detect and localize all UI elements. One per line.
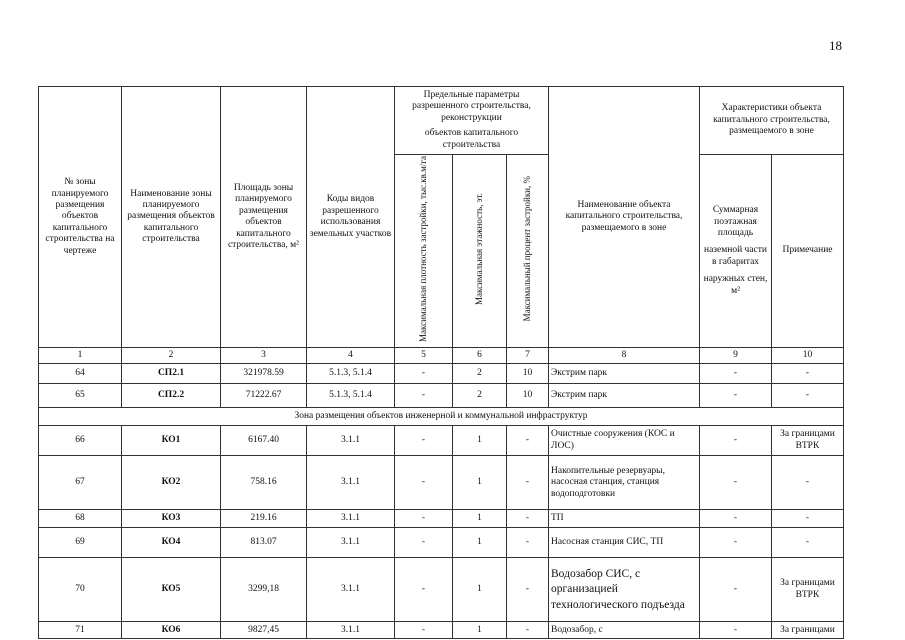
cell-object: Очистные сооружения (КОС и ЛОС): [549, 426, 700, 456]
cell-percent: -: [507, 456, 549, 510]
cell-density: -: [395, 510, 453, 528]
header-max-percent-text: Максимальный процент застройки, %: [522, 176, 533, 322]
cell-codes: 3.1.1: [307, 528, 395, 558]
cell-area: 6167.40: [221, 426, 307, 456]
cell-zone-name: КО6: [122, 622, 221, 639]
cell-zone-name: СП2.1: [122, 364, 221, 384]
column-number: 10: [772, 348, 844, 364]
table-row: [39, 558, 844, 622]
cell-density: -: [395, 364, 453, 384]
cell-floor-area: -: [700, 364, 772, 384]
column-number: 4: [307, 348, 395, 364]
table-row: [39, 622, 844, 639]
cell-codes: 5.1.3, 5.1.4: [307, 364, 395, 384]
cell-density: -: [395, 528, 453, 558]
cell-floors: 1: [453, 510, 507, 528]
column-number: 6: [453, 348, 507, 364]
cell-floors: 1: [453, 622, 507, 639]
cell-codes: 3.1.1: [307, 456, 395, 510]
cell-floor-area: -: [700, 510, 772, 528]
cell-object: Водозабор, с: [549, 622, 700, 639]
column-number: 2: [122, 348, 221, 364]
zones-table: [38, 86, 844, 639]
table-row: [39, 528, 844, 558]
header-zone-number: № зоны планируемого размещения объектов капитального строительства на чертеже: [39, 87, 122, 348]
cell-number: 69: [39, 528, 122, 558]
cell-number: 70: [39, 558, 122, 622]
zone-section-title: Зона размещения объектов инженерной и коммунальной инфраструктур: [39, 408, 844, 426]
cell-zone-name: КО1: [122, 426, 221, 456]
header-characteristics: Характеристики объекта капитального строительства, размещаемого в зоне: [700, 87, 844, 155]
cell-number: 64: [39, 364, 122, 384]
cell-percent: -: [507, 622, 549, 639]
cell-codes: 3.1.1: [307, 426, 395, 456]
table-row: [39, 426, 844, 456]
cell-note: За границами ВТРК: [772, 558, 844, 622]
cell-floor-area: -: [700, 528, 772, 558]
cell-density: -: [395, 456, 453, 510]
cell-zone-name: СП2.2: [122, 384, 221, 408]
header-zone-area: Площадь зоны планируемого размещения объектов капитального строительства, м²: [221, 87, 307, 348]
header-zone-name: Наименование зоны планируемого размещения объектов капитального строительства: [122, 87, 221, 348]
cell-floors: 1: [453, 426, 507, 456]
column-number: 9: [700, 348, 772, 364]
cell-note: -: [772, 364, 844, 384]
cell-number: 71: [39, 622, 122, 639]
header-object-name: Наименование объекта капитального строительства, размещаемого в зоне: [549, 87, 700, 348]
cell-density: -: [395, 558, 453, 622]
cell-note: За границами ВТРК: [772, 426, 844, 456]
cell-number: 67: [39, 456, 122, 510]
cell-floor-area: -: [700, 456, 772, 510]
cell-floors: 1: [453, 456, 507, 510]
header-floor-area-line1: Суммарная поэтажная площадь: [712, 205, 759, 239]
header-note: Примечание: [772, 155, 844, 348]
cell-area: 9827,45: [221, 622, 307, 639]
table-row: [39, 456, 844, 510]
header-limits-line2: объектов капитального строительства: [424, 128, 519, 150]
page-number: 18: [829, 38, 842, 53]
cell-object: Накопительные резервуары, насосная станция, станция водоподготовки: [549, 456, 700, 510]
zone-section-row: [39, 408, 844, 426]
cell-floors: 1: [453, 558, 507, 622]
cell-note: -: [772, 384, 844, 408]
table-row: [39, 364, 844, 384]
cell-floor-area: -: [700, 558, 772, 622]
header-limits-group: [395, 87, 549, 155]
cell-number: 65: [39, 384, 122, 408]
cell-codes: 3.1.1: [307, 622, 395, 639]
column-number: 7: [507, 348, 549, 364]
column-number: 8: [549, 348, 700, 364]
cell-zone-name: КО5: [122, 558, 221, 622]
cell-floors: 1: [453, 528, 507, 558]
cell-percent: -: [507, 426, 549, 456]
cell-density: -: [395, 622, 453, 639]
cell-object: Экстрим парк: [549, 384, 700, 408]
cell-floor-area: -: [700, 426, 772, 456]
header-use-codes: Коды видов разрешенного использования земельных участков: [307, 87, 395, 348]
cell-floors: 2: [453, 384, 507, 408]
cell-number: 66: [39, 426, 122, 456]
cell-note: -: [772, 456, 844, 510]
table-row: [39, 510, 844, 528]
cell-object: Насосная станция СИС, ТП: [549, 528, 700, 558]
cell-area: 813.07: [221, 528, 307, 558]
header-max-floors-text: Максимальная этажность, эт.: [474, 192, 485, 305]
cell-area: 71222.67: [221, 384, 307, 408]
cell-note: За границами: [772, 622, 844, 639]
cell-zone-name: КО3: [122, 510, 221, 528]
cell-area: 758.16: [221, 456, 307, 510]
cell-number: 68: [39, 510, 122, 528]
cell-percent: 10: [507, 364, 549, 384]
cell-percent: 10: [507, 384, 549, 408]
column-number: 3: [221, 348, 307, 364]
cell-density: -: [395, 426, 453, 456]
cell-floor-area: -: [700, 384, 772, 408]
header-max-percent: [507, 155, 549, 348]
column-number-row: [39, 348, 844, 364]
cell-area: 219.16: [221, 510, 307, 528]
header-floor-area: [700, 155, 772, 348]
cell-floors: 2: [453, 364, 507, 384]
cell-percent: -: [507, 558, 549, 622]
cell-density: -: [395, 384, 453, 408]
cell-floor-area: -: [700, 622, 772, 639]
cell-object: ТП: [549, 510, 700, 528]
cell-note: -: [772, 528, 844, 558]
cell-percent: -: [507, 510, 549, 528]
cell-object: Экстрим парк: [549, 364, 700, 384]
cell-note: -: [772, 510, 844, 528]
cell-codes: 5.1.3, 5.1.4: [307, 384, 395, 408]
cell-percent: -: [507, 528, 549, 558]
table-row: [39, 384, 844, 408]
header-floor-area-line3: наружных стен, м²: [703, 274, 768, 296]
cell-zone-name: КО2: [122, 456, 221, 510]
column-number: 5: [395, 348, 453, 364]
cell-codes: 3.1.1: [307, 510, 395, 528]
header-floor-area-line2: наземной части в габаритах: [703, 245, 768, 267]
cell-object: Водозабор СИС, с организацией технологического подъезда: [549, 558, 700, 622]
header-limits-line1: Предельные параметры разрешенного строительства, реконструкции: [412, 90, 531, 123]
cell-area: 3299,18: [221, 558, 307, 622]
cell-codes: 3.1.1: [307, 558, 395, 622]
cell-zone-name: КО4: [122, 528, 221, 558]
header-max-density: [395, 155, 453, 348]
header-max-floors: [453, 155, 507, 348]
cell-area: 321978.59: [221, 364, 307, 384]
header-max-density-text: Максимальная плотность застройки, тыс.кв.м/га: [418, 156, 429, 342]
column-number: 1: [39, 348, 122, 364]
